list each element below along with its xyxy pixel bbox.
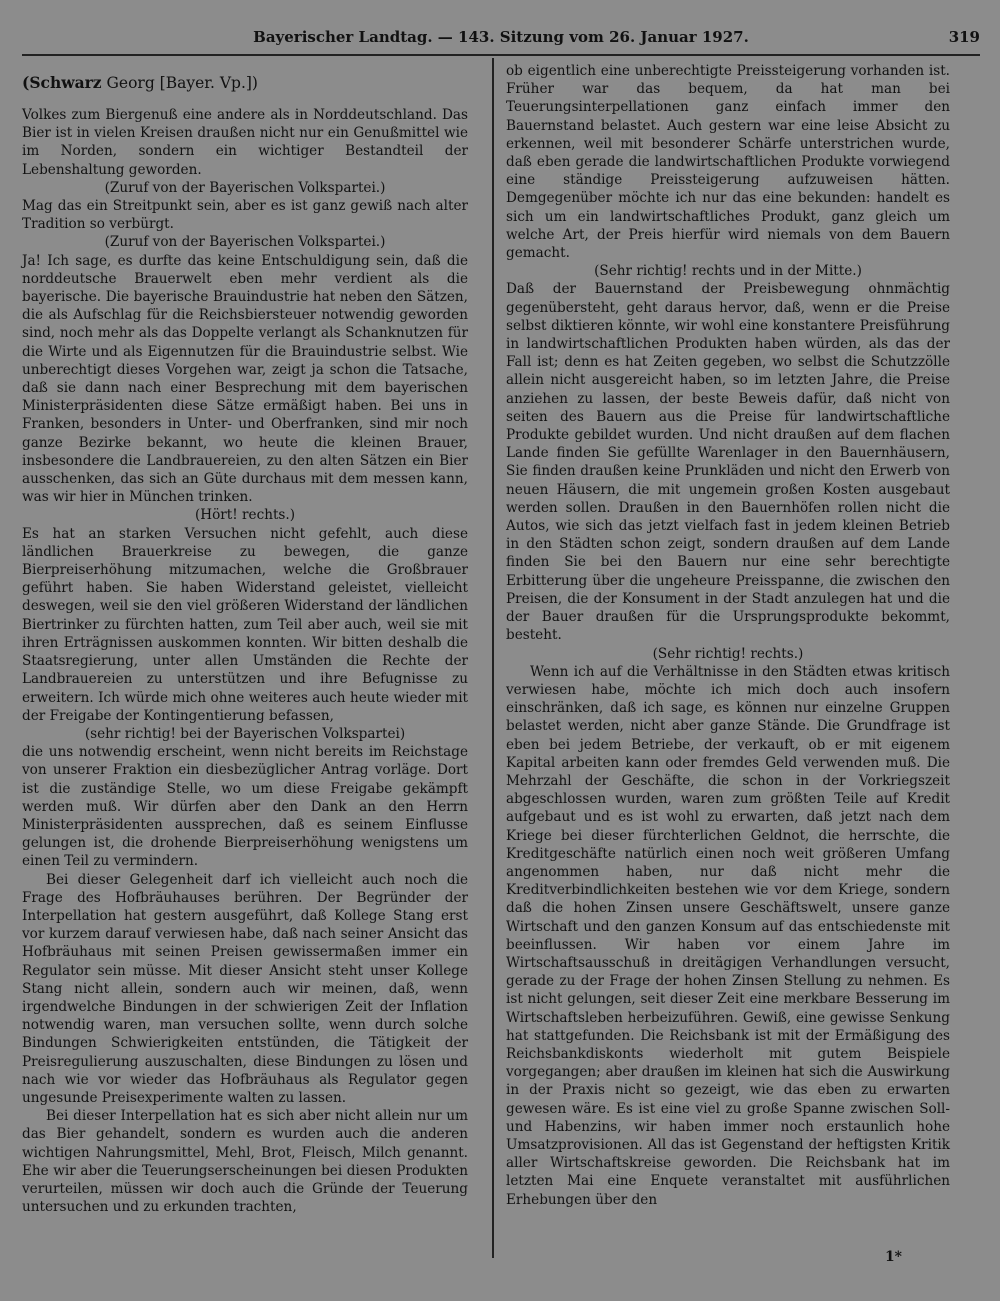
- paragraph: Ja! Ich sage, es durfte das keine Entschuldigung sein, daß die norddeutsche Brauerwelt eben mehr verdient als die bayerische. Die bayerische Brauindustrie hat neben den Sätzen, die als Aufschlag für die Reichsbiersteuer notwendig geworden sind, noch mehr als das Doppelte verlangt als Schanknutzen für die Wirte und als Eigennutzen für die Brauindustrie selbst. Wie unberechtigt dieses Vorgehen war, zeigt ja schon die Tatsache, daß sie dann nach einer Besprechung mit dem bayerischen Ministerpräsidenten diese Sätze ermäßigt haben. Bei uns in Franken, besonders in Unter- und Oberfranken, sind mir noch ganze Bezirke bekannt, wo heute die kleinen Brauer, insbesondere die Landbrauereien, zu den alten Sätzen ein Bier ausschenken, das sich an Güte durchaus mit dem messen kann, was wir hier in München trinken.: [22, 252, 468, 506]
- interjection: (sehr richtig! bei der Bayerischen Volkspartei): [84, 725, 406, 742]
- page-number: 319: [948, 28, 980, 46]
- header-rule: [22, 54, 980, 56]
- interjection: (Sehr richtig! rechts.): [652, 645, 804, 662]
- paragraph: Es hat an starken Versuchen nicht gefehlt, auch diese ländlichen Brauerkreise zu bewegen, die ganze Bierpreiserhöhung mitzumachen, welche die Großbrauer geführt haben. Sie haben Widerstand geleistet, vielleicht deswegen, weil sie den viel größeren Widerstand der ländlichen Biertrinker zu fürchten hatten, zum Teil aber auch, weil sie mit ihren Erträgnissen auskommen konnten. Wir bitten deshalb die Staatsregierung, unter allen Umständen die Rechte der Landbrauereien zu unterstützen und ihre Befugnisse zu erweitern. Ich würde mich ohne weiteres auch heute wieder mit der Freigabe der Kontingentierung befassen,: [22, 525, 468, 724]
- interjection: (Zuruf von der Bayerischen Volkspartei.): [104, 234, 386, 251]
- paragraph: Volkes zum Biergenuß eine andere als in Norddeutschland. Das Bier ist in vielen Kreisen draußen nicht nur ein Genußmittel wie im Norden, sondern ein wichtiger Bestandteil der Lebenshaltung geworden.: [22, 107, 468, 178]
- speaker-name: (Schwarz: [22, 73, 102, 92]
- paragraph: ob eigentlich eine unberechtigte Preissteigerung vorhanden ist. Früher war das bequem, da hat man bei Teuerungsinterpellationen ganz einfach immer den Bauernstand belastet. Auch gestern war eine leise Absicht zu erkennen, weil mit besonderer Schärfe unterstrichen wurde, daß eben gerade die landwirtschaftlichen Produkte vorwiegend eine ständige Preissteigerung aufzuweisen hätten. Demgegenüber möchte ich nur das eine bekunden: handelt es sich um ein landwirtschaftliches Produkt, ganz gleich um welche Art, der Preis hierfür wird niemals von dem Bauern gemacht.: [506, 63, 950, 262]
- paragraph: Daß der Bauernstand der Preisbewegung ohnmächtig gegenübersteht, geht daraus hervor, daß, wenn er die Preise selbst diktieren könnte, wir wohl eine konstantere Preisführung in landwirtschaftlichen Produkten haben würden, als das der Fall ist; denn es hat Zeiten gegeben, wo selbst die Schutzzölle allein nicht ausgereicht haben, so im letzten Jahre, die Preise anziehen zu lassen, der beste Beweis dafür, daß nicht von seiten des Bauern aus die Preise für landwirtschaftliche Produkte gebildet wurden. Und nicht draußen auf dem flachen Lande finden Sie gefüllte Warenlager in den Bauernhäusern, Sie finden draußen keine Prunkläden und nicht den Erwerb von neuen Häusern, die mit ungemein großen Kosten ausgebaut werden sollen. Draußen in den Bauernhöfen rollen nicht die Autos, wie sich das jetzt vielfach fast in jedem kleinen Betrieb in den Städten schon zeigt, sondern draußen auf dem Lande finden Sie bei den Bauern nur eine sehr berechtigte Erbitterung über die ungeheure Preisspanne, die zwischen den Preisen, die der Konsument in der Stadt anzulegen hat und die der Bauer draußen für die Ursprungsprodukte bekommt, besteht.: [506, 281, 950, 644]
- paragraph: Bei dieser Interpellation hat es sich aber nicht allein nur um das Bier gehandelt, sondern es wurden auch die anderen wichtigen Nahrungsmittel, Mehl, Brot, Fleisch, Milch genannt. Ehe wir aber die Teuerungserscheinungen bei diesen Produkten verurteilen, müssen wir doch auch die Gründe der Teuerung untersuchen und zu erkunden trachten,: [22, 1108, 468, 1216]
- interjection: (Sehr richtig! rechts und in der Mitte.): [594, 263, 862, 280]
- paragraph: Bei dieser Gelegenheit darf ich vielleicht auch noch die Frage des Hofbräuhauses berühren. Der Begründer der Interpellation hat gestern ausgeführt, daß Kollege Stang erst vor kurzem darauf verwiesen habe, daß nach seiner Ansicht das Hofbräuhaus mit seinen Preisen gewissermaßen immer ein Regulator sein müsse. Mit dieser Ansicht steht unser Kollege Stang nicht allein, sondern auch wir meinen, daß, wenn irgendwelche Bindungen in der schwierigen Zeit der Inflation notwendig waren, man versuchen sollte, wenn durch solche Bindungen Schwierigkeiten entstünden, die Tätigkeit der Preisregulierung auszuschalten, diese Bindungen zu lösen und nach wie vor wieder das Hofbräuhaus als Regulator gegen ungesunde Preisexperimente walten zu lassen.: [22, 871, 468, 1106]
- speaker-line: [22, 72, 468, 94]
- header-title: Bayerischer Landtag. — 143. Sitzung vom 26. Januar 1927.: [253, 28, 749, 46]
- paragraph: Wenn ich auf die Verhältnisse in den Städten etwas kritisch verwiesen habe, möchte ich mich doch auch insofern einschränken, daß ich sage, es können nur einzelne Gruppen belastet werden, nicht aber ganze Stände. Die Grundfrage ist eben bei jedem Betriebe, der verkauft, ob er mit eigenem Kapital arbeiten kann oder fremdes Geld verwenden muß. Die Mehrzahl der Geschäfte, die schon in der Vorkriegszeit abgeschlossen wurden, waren zum größten Teile auf Kredit aufgebaut und es ist wohl zu erwarten, daß jetzt nach dem Kriege bei dieser fürchterlichen Geldnot, die herrschte, die Kreditgeschäfte natürlich einen noch weit größeren Umfang angenommen haben, nur daß nicht mehr die Kreditverbindlichkeiten bestehen wie vor dem Kriege, sondern daß die hohen Zinsen unsere Geschäftswelt, unsere ganze Wirtschaft und den ganzen Konsum auf das entschiedenste mit beeinflussen. Wir haben vor einem Jahre im Wirtschaftsausschuß in dreitägigen Verhandlungen versucht, gerade zu der Frage der hohen Zinsen Stellung zu nehmen. Es ist nicht gelungen, seit dieser Zeit eine merkbare Besserung im Wirtschaftsleben herbeizuführen. Gewiß, eine gewisse Senkung hat stattgefunden. Die Reichsbank ist mit der Ermäßigung des Reichsbankdiskonts wiederholt mit gutem Beispiele vorgegangen; aber draußen im kleinen hat sich die Auswirkung in der Praxis nicht so gezeigt, wie das eben zu erwarten gewesen wäre. Es ist eine viel zu große Spanne zwischen Soll- und Habenzins, wir haben immer noch erstaunlich hohe Umsatzprovisionen. All das ist Gegenstand der heftigsten Kritik aller Wirtschaftskreise geworden. Die Reichsbank hat im letzten Mai eine Enquete veranstaltet mit ausführlichen Erhebungen über den: [506, 663, 950, 1208]
- right-column: [506, 62, 950, 1209]
- signature-mark: 1*: [884, 1249, 902, 1265]
- paragraph: die uns notwendig erscheint, wenn nicht bereits im Reichstage von unserer Fraktion ein diesbezüglicher Antrag vorläge. Dort ist die zuständige Stelle, wo um diese Freigabe gekämpft werden muß. Wir dürfen aber den Dank an den Herrn Ministerpräsidenten aussprechen, daß es seinem Einflusse gelungen ist, die drohende Bierpreiserhöhung wenigstens um einen Teil zu vermindern.: [22, 744, 468, 870]
- paragraph: Mag das ein Streitpunkt sein, aber es ist ganz gewiß nach alter Tradition so verbürgt.: [22, 198, 468, 233]
- interjection: (Zuruf von der Bayerischen Volkspartei.): [104, 179, 386, 196]
- interjection: (Hört! rechts.): [194, 507, 296, 524]
- column-divider: [492, 58, 494, 1258]
- speaker-party: Georg [Bayer. Vp.]): [101, 74, 258, 92]
- running-header: [22, 28, 980, 50]
- left-column: [22, 62, 468, 1216]
